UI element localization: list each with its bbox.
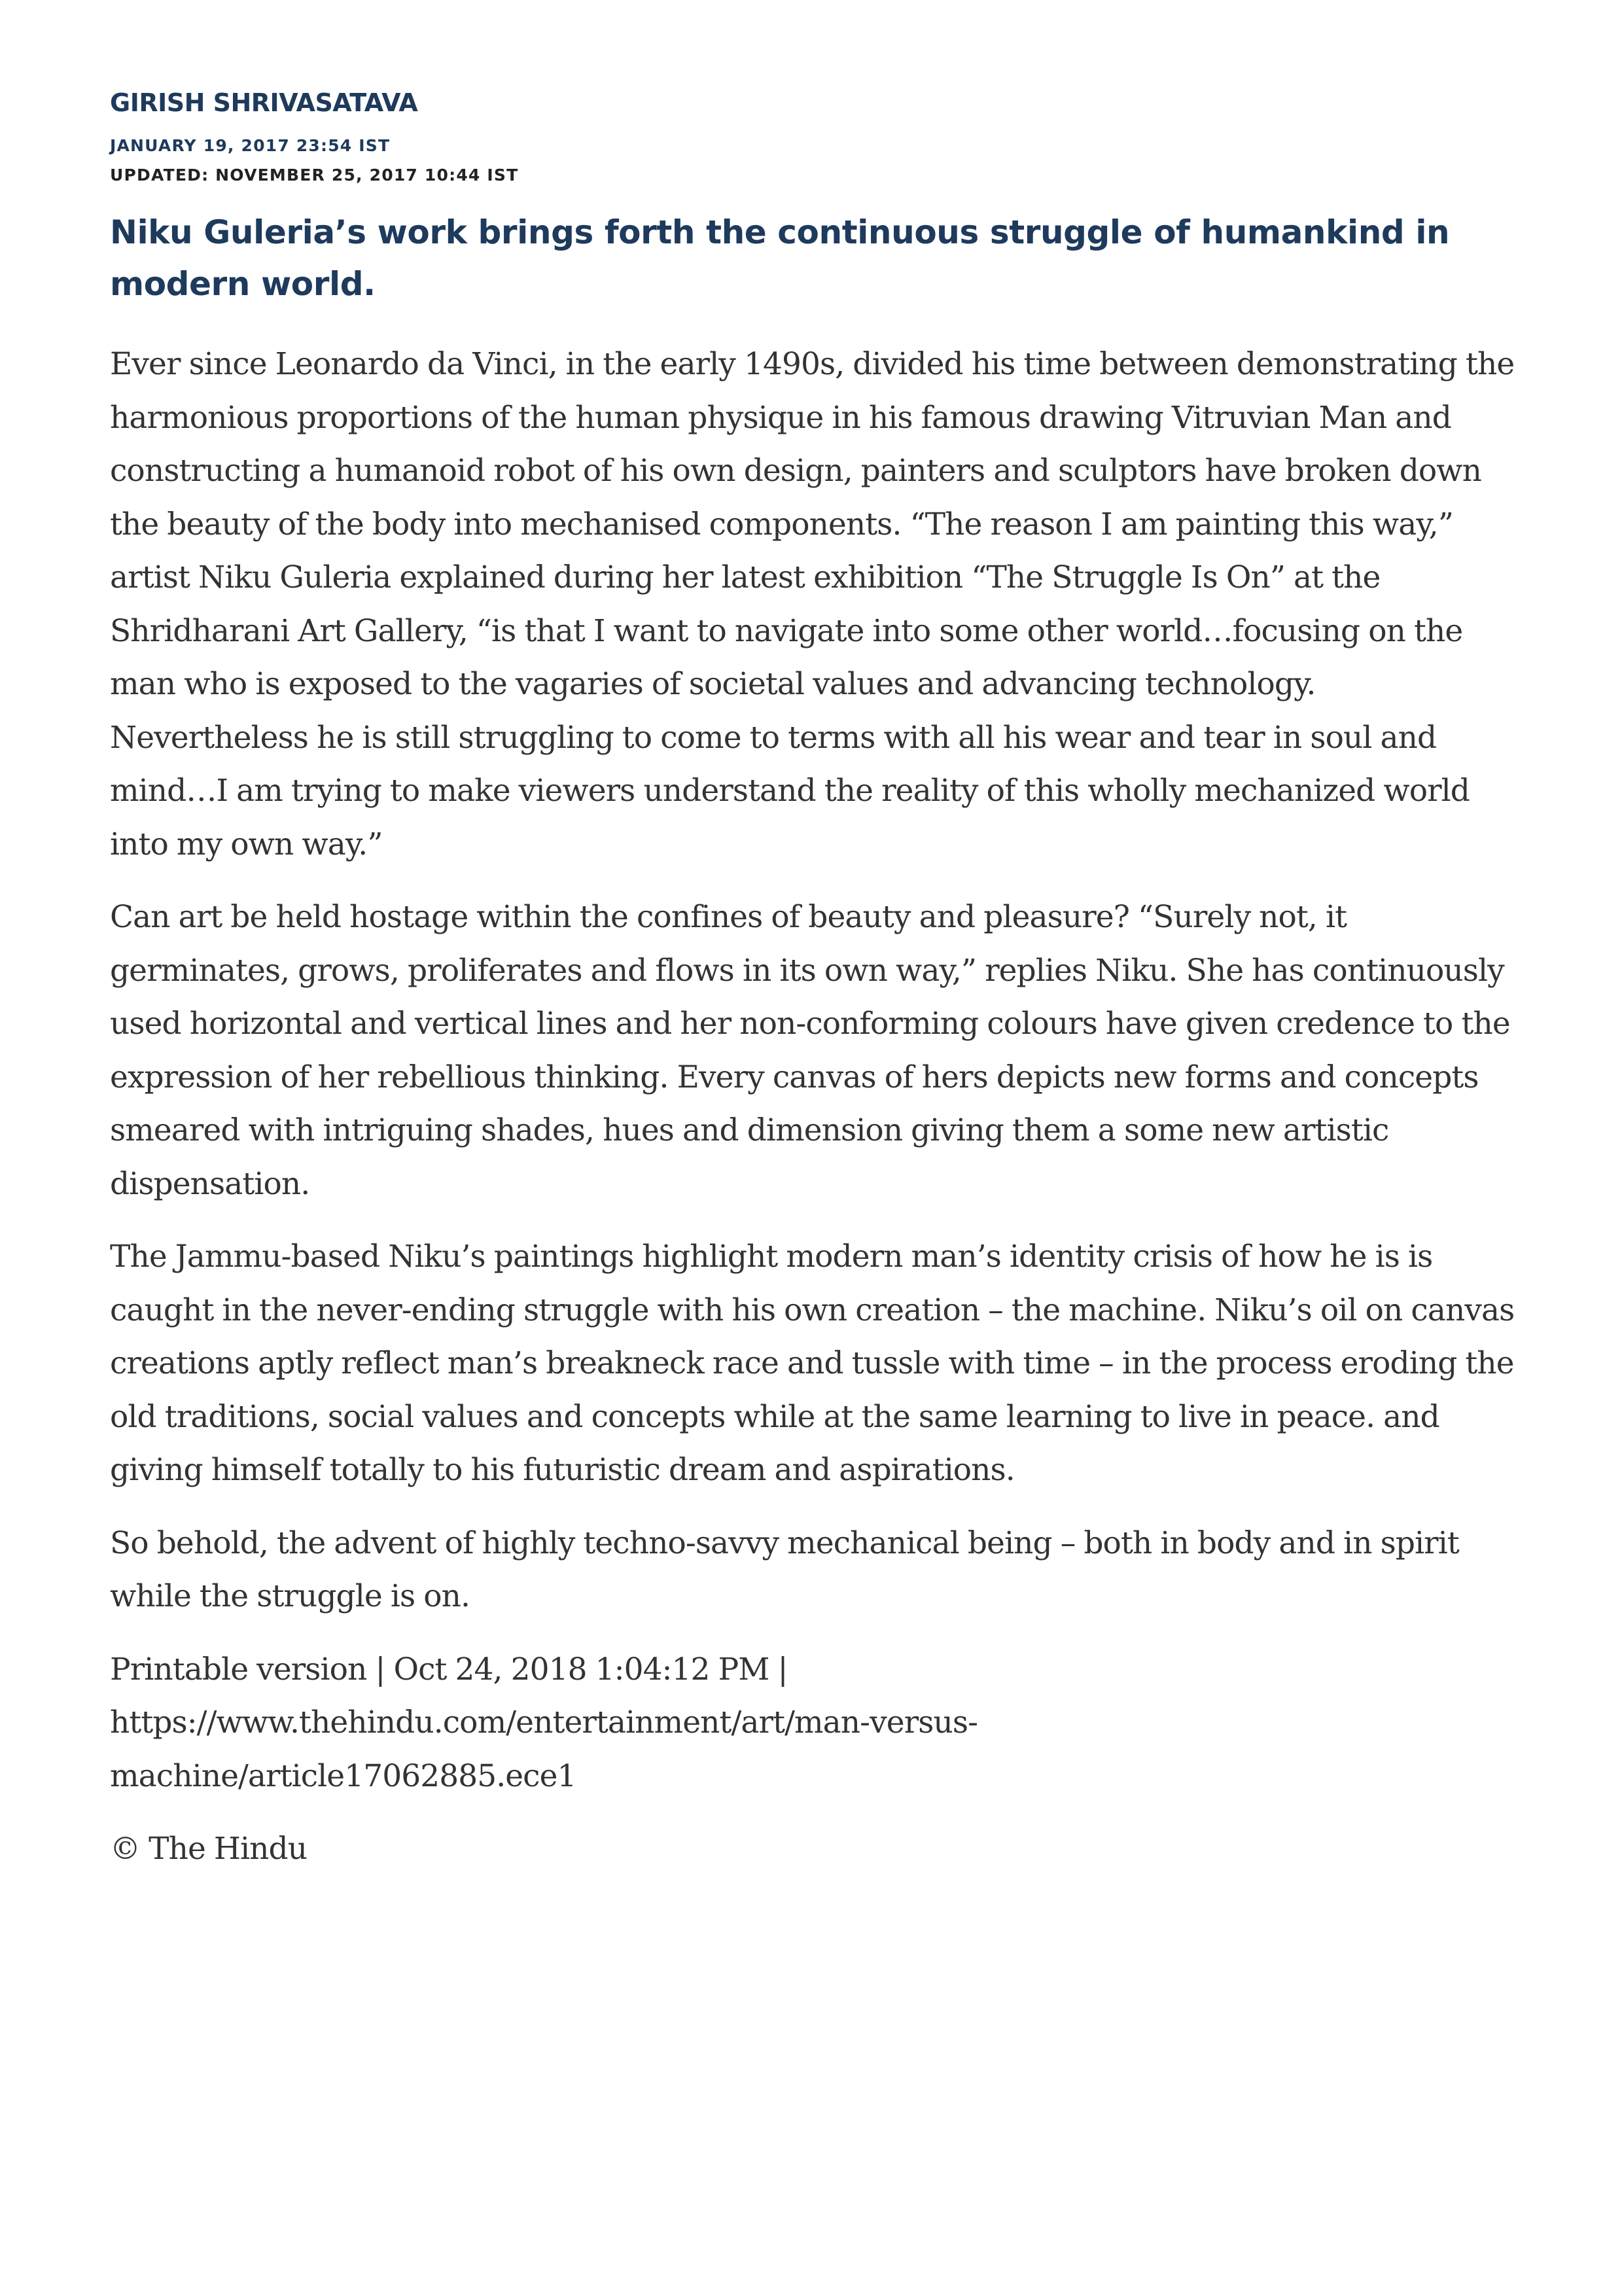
article-page (110, 90, 1517, 1896)
printable-footer (110, 1643, 1517, 1803)
copyright: © The Hindu (110, 1831, 308, 1867)
author-name: GIRISH SHRIVASATAVA (110, 88, 418, 117)
publish-date: JANUARY 19, 2017 23:54 IST (110, 136, 391, 155)
paragraph: The Jammu-based Niku’s paintings highlight modern man’s identity crisis of how he is is caught in the never-ending struggle with his own creation – the machine. Niku’s oil on canvas creations aptly reflect man’s breakneck race and tussle with time – in the process eroding the old traditions, social values and concepts while at the same learning to live in peace. and giving himself totally to his futuristic dream and aspirations. (110, 1239, 1515, 1488)
article-url[interactable]: https://www.thehindu.com/entertainment/art/man-versus-machine/article17062885.ece1 (110, 1704, 978, 1794)
paragraph: Can art be held hostage within the confines of beauty and pleasure? “Surely not, it germinates, grows, proliferates and flows in its own way,” replies Niku. She has continuously used horizontal and vertical lines and her non-conforming colours have given credence to the expression of her rebellious thinking. Every canvas of hers depicts new forms and concepts smeared with intriguing shades, hues and dimension giving them a some new artistic dispensation. (110, 899, 1510, 1202)
article-body (110, 338, 1517, 1876)
article-summary: Niku Guleria’s work brings forth the continuous struggle of humankind in modern world. (110, 213, 1450, 303)
printable-label: Printable version | Oct 24, 2018 1:04:12 PM | (110, 1651, 788, 1687)
updated-date: UPDATED: NOVEMBER 25, 2017 10:44 IST (110, 166, 519, 185)
paragraph: So behold, the advent of highly techno-savvy mechanical being – both in body and in spirit while the struggle is on. (110, 1525, 1459, 1614)
paragraph: Ever since Leonardo da Vinci, in the early 1490s, divided his time between demonstrating the harmonious proportions of the human physique in his famous drawing Vitruvian Man and constructing a humanoid robot of his own design, painters and sculptors have broken down the beauty of the body into mechanised components. “The reason I am painting this way,” artist Niku Guleria explained during her latest exhibition “The Struggle Is On” at the Shridharani Art Gallery, “is that I want to navigate into some other world…focusing on the man who is exposed to the vagaries of societal values and advancing technology. Nevertheless he is still struggling to come to terms with all his wear and tear in soul and mind…I am trying to make viewers understand the reality of this wholly mechanized world into my own way.” (110, 346, 1515, 862)
